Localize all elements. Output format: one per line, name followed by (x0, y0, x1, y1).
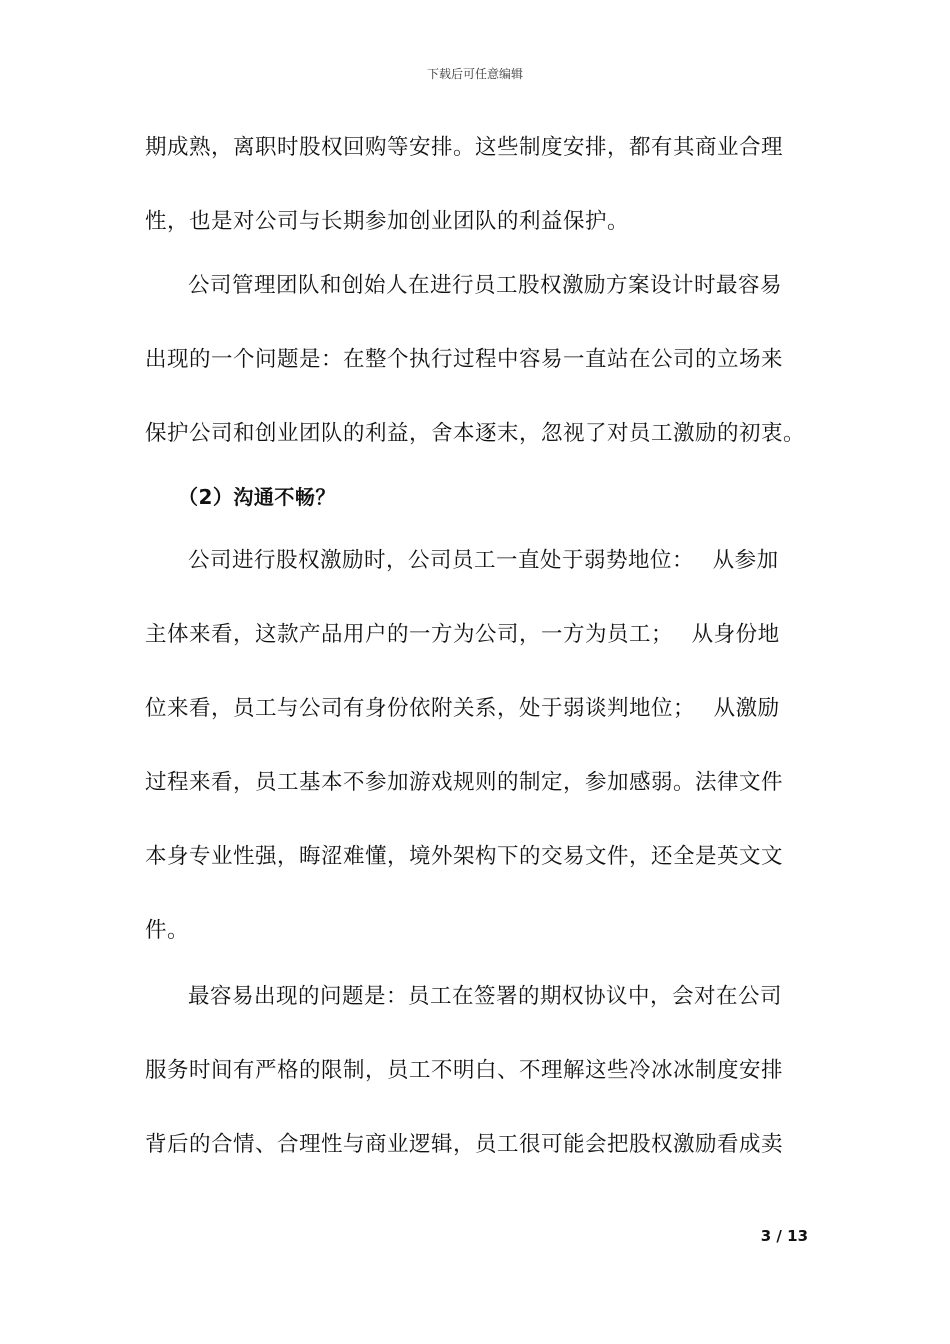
body-line: 过程来看，员工基本不参加游戏规则的制定，参加感弱。法律文件 (145, 770, 784, 795)
body-line: 件。 (145, 918, 190, 943)
body-line: 期成熟，离职时股权回购等安排。这些制度安排，都有其商业合理 (145, 135, 784, 160)
page-header: 下载后可任意编辑 (426, 67, 523, 81)
body-line: 主体来看，这款产品用户的一方为公司，一方为员工； 从身份地 (145, 622, 780, 647)
body-line: 服务时间有严格的限制，员工不明白、不理解这些冷冰冰制度安排 (145, 1058, 784, 1083)
paragraph-start-line: 最容易出现的问题是：员工在签署的期权协议中，会对在公司 (188, 984, 783, 1009)
section-heading: （2）沟通不畅？ (178, 485, 336, 509)
paragraph-start-line: 公司进行股权激励时，公司员工一直处于弱势地位： 从参加 (188, 548, 779, 573)
body-line: 出现的一个问题是：在整个执行过程中容易一直站在公司的立场来 (145, 347, 784, 372)
body-line: 位来看，员工与公司有身份依附关系，处于弱谈判地位； 从激励 (145, 696, 780, 721)
body-line: 保护公司和创业团队的利益，舍本逐末，忽视了对员工激励的初衷。 (145, 421, 806, 446)
body-line: 本身专业性强，晦涩难懂，境外架构下的交易文件，还全是英文文 (145, 844, 784, 869)
body-line: 性，也是对公司与长期参加创业团队的利益保护。 (145, 209, 630, 234)
page-indicator: 3 / 13 (760, 1227, 808, 1245)
paragraph-start-line: 公司管理团队和创始人在进行员工股权激励方案设计时最容易 (188, 273, 783, 298)
body-line: 背后的合情、合理性与商业逻辑，员工很可能会把股权激励看成卖 (145, 1132, 784, 1157)
